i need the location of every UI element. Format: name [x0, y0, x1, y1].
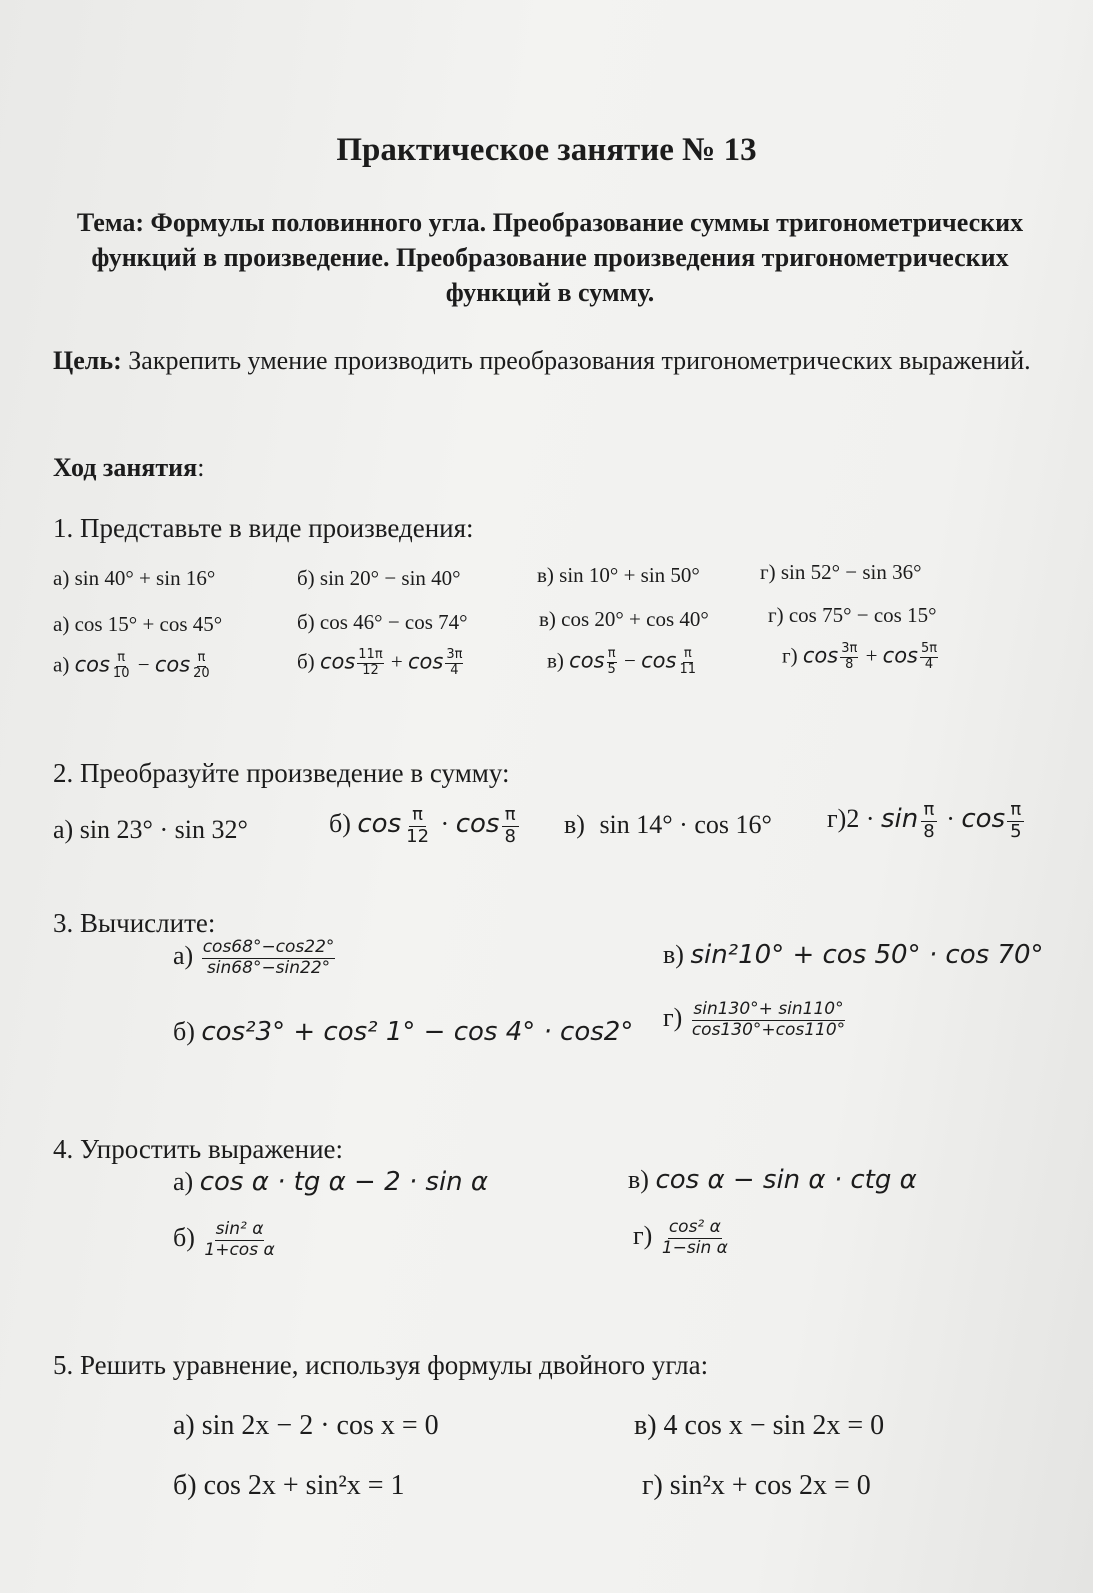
task1-row1-d: г) sin 52° − sin 36°	[760, 560, 922, 584]
task3-d: г) $\frac{\sin 130^\circ+ \sin 110^\circ}{\cos 130^\circ+\cos 110^\circ}$	[663, 999, 846, 1040]
task2-c: в) sin 14° · cos 16°	[564, 810, 772, 839]
task1-row2-d: г) cos 75° − cos 15°	[768, 603, 937, 627]
fraction: $\frac{\pi}{10}$	[112, 650, 130, 681]
task4-b: б) $\frac{\text{sin² α}}{\text{1+cos α}}$	[173, 1219, 275, 1260]
task2-d: г)2 · sin $\frac{\pi}{8}$ · cos $\frac{\pi}{5}$	[827, 800, 1027, 842]
progress-colon: :	[197, 453, 205, 482]
fraction: $\frac{\pi}{5}$	[607, 646, 616, 677]
task4-a: а) cos α · tg α − 2 · sin α	[173, 1167, 489, 1197]
fraction: $\frac{\pi}{8}$	[920, 800, 937, 842]
task3-b: б) cos²3° + cos² 1° − cos 4° · cos2°	[173, 1017, 634, 1047]
task1-row1-c: в) sin 10° + sin 50°	[537, 563, 700, 587]
task2-b: б) cos $\frac{\pi}{12}$ · cos $\frac{\pi}{8}$	[329, 805, 521, 847]
task1-row3-d: г) cos $\frac{3\pi}{8}$ + cos $\frac{5\pi}{4}$	[782, 641, 938, 672]
fraction: $\frac{5\pi}{4}$	[921, 641, 938, 672]
goal-label: Цель:	[53, 346, 122, 375]
task2-title: 2. Преобразуйте произведение в сумму:	[53, 758, 510, 788]
fraction: $\frac{\pi}{11}$	[679, 646, 697, 677]
task1-row3-c: в) cos $\frac{\pi}{5}$ − cos $\frac{\pi}{11}$	[547, 646, 697, 677]
task1-row3-a: а) cos $\frac{\pi}{10}$ − cos $\frac{\pi}{20}$	[53, 650, 210, 681]
fraction: $\frac{\text{cos² α}}{\text{1−sin α}}$	[661, 1217, 728, 1258]
fraction: $\frac{\pi}{5}$	[1007, 800, 1024, 842]
fraction: $\frac{\pi}{8}$	[501, 805, 518, 847]
fraction: $\frac{\sin 130^\circ+ \sin 110^\circ}{\cos 130^\circ+\cos 110^\circ}$	[691, 999, 846, 1040]
task5-a: а) sin 2x − 2 · cos x = 0	[173, 1410, 439, 1441]
task1-row2-b: б) cos 46° − cos 74°	[297, 610, 468, 634]
task1-row2-c: в) cos 20° + cos 40°	[539, 607, 709, 631]
task5-title: 5. Решить уравнение, используя формулы двойного угла:	[53, 1350, 709, 1380]
task4-c: в) cos α − sin α · ctg α	[628, 1165, 917, 1195]
task1-row1-b: б) sin 20° − sin 40°	[297, 566, 461, 590]
page-title: Практическое занятие № 13	[336, 132, 757, 168]
fraction: $\frac{3\pi}{8}$	[841, 641, 858, 672]
fraction: $\frac{\cos 68^\circ-\cos 22^\circ}{\sin 68^\circ-\sin 22^\circ}$	[202, 937, 335, 978]
task5-b: б) cos 2x + sin²x = 1	[173, 1470, 405, 1501]
task1-title: 1. Представьте в виде произведения:	[53, 513, 474, 543]
task1-row2-a: а) cos 15° + cos 45°	[53, 612, 223, 636]
fraction: $\frac{11\pi}{12}$	[358, 647, 383, 678]
task3-title: 3. Вычислите:	[53, 908, 216, 938]
task3-a: а) $\frac{\cos 68^\circ-\cos 22^\circ}{\sin 68^\circ-\sin 22^\circ}$	[173, 937, 335, 978]
task4-title: 4. Упростить выражение:	[53, 1134, 343, 1164]
task4-d: г) $\frac{\text{cos² α}}{\text{1−sin α}}$	[633, 1217, 728, 1258]
fraction: $\frac{\text{sin² α}}{\text{1+cos α}}$	[204, 1219, 275, 1260]
progress-label: Ход занятия	[53, 453, 198, 482]
task1-row3-b: б) cos $\frac{11\pi}{12}$ + cos $\frac{3\pi}{4}$	[297, 647, 463, 678]
goal-text: Закрепить умение производить преобразования тригонометрических выражений.	[128, 346, 1031, 375]
fraction: $\frac{\pi}{12}$	[406, 804, 430, 847]
task3-c: в) sin²10° + cos 50° · cos 70°	[663, 940, 1044, 970]
task5-c: в) 4 cos x − sin 2x = 0	[634, 1410, 885, 1441]
topic-heading: Тема: Формулы половинного угла. Преобразование суммы тригонометрических функций в произведение. Преобразование произведения тригонометрических функций в сумму.	[76, 208, 1024, 307]
task5-d: г) sin²x + cos 2x = 0	[642, 1470, 871, 1501]
task2-a: а) sin 23° · sin 32°	[53, 815, 248, 844]
fraction: $\frac{3\pi}{4}$	[446, 647, 463, 678]
goal-paragraph	[53, 343, 1053, 379]
progress-heading	[53, 453, 204, 483]
task1-row1-a: а) sin 40° + sin 16°	[53, 566, 216, 590]
fraction: $\frac{\pi}{20}$	[193, 650, 210, 681]
